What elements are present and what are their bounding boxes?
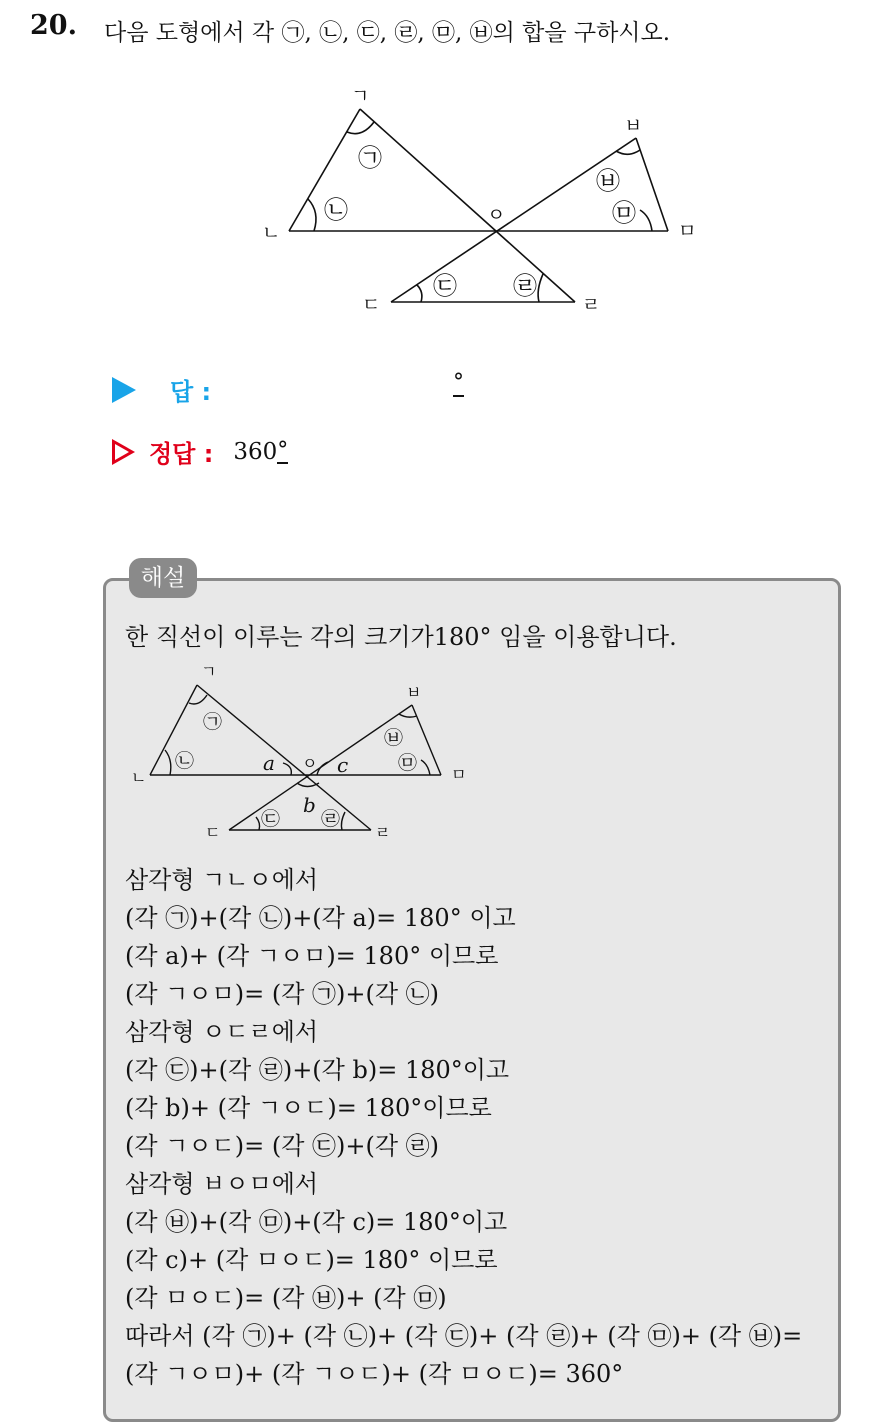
- sol-angle-b: b: [303, 793, 316, 817]
- sol-angle-2-label: ㉡: [175, 750, 195, 772]
- solution-line: 삼각형 ㄱㄴㅇ에서: [125, 866, 319, 894]
- angle-1-label: ㉠: [358, 144, 382, 172]
- answer-unit: °: [453, 370, 464, 395]
- angle-4-label: ㉣: [513, 272, 537, 300]
- solution-line: (각 ㄱㅇㅁ)+ (각 ㄱㅇㄷ)+ (각 ㅁㅇㄷ)= 360°: [125, 1360, 624, 1388]
- solution-line: (각 ㅁㅇㄷ)= (각 ㉥)+ (각 ㉤): [125, 1284, 447, 1312]
- correct-answer-row: [112, 434, 288, 469]
- sol-label-g: ㄱ: [201, 662, 217, 681]
- label-g: ㄱ: [351, 85, 370, 107]
- solution-line: (각 ㉥)+(각 ㉤)+(각 c)= 180°이고: [125, 1208, 508, 1236]
- solution-line: 삼각형 ㅇㄷㄹ에서: [125, 1018, 319, 1046]
- sol-label-n: ㄴ: [131, 768, 147, 787]
- sol-label-b: ㅂ: [406, 683, 422, 702]
- correct-answer-label: 정답 :: [149, 440, 214, 468]
- sol-label-r: ㄹ: [375, 823, 391, 842]
- solution-line: 삼각형 ㅂㅇㅁ에서: [125, 1170, 319, 1198]
- answer-row: [112, 372, 211, 407]
- solution-tab: 해설: [129, 558, 197, 598]
- sol-angle-c: c: [337, 753, 349, 777]
- sol-angle-6-label: ㉥: [384, 727, 404, 749]
- sol-angle-3-label: ㉢: [261, 808, 281, 830]
- solution-line: (각 ㄱㅇㄷ)= (각 ㉢)+(각 ㉣): [125, 1132, 440, 1160]
- solution-line: (각 a)+ (각 ㄱㅇㅁ)= 180° 이므로: [125, 942, 499, 970]
- label-r: ㄹ: [582, 294, 601, 316]
- question-number: 20.: [30, 10, 77, 41]
- label-d: ㄷ: [362, 294, 381, 316]
- solution-line: (각 ㉢)+(각 ㉣)+(각 b)= 180°이고: [125, 1056, 510, 1084]
- label-b: ㅂ: [624, 115, 643, 137]
- label-m: ㅁ: [678, 220, 697, 242]
- solution-line: (각 ㉠)+(각 ㉡)+(각 a)= 180° 이고: [125, 904, 516, 932]
- correct-answer-value: 360: [233, 438, 278, 465]
- sol-label-d: ㄷ: [205, 823, 221, 842]
- solution-line: (각 b)+ (각 ㄱㅇㄷ)= 180°이므로: [125, 1094, 492, 1122]
- label-n: ㄴ: [262, 222, 281, 244]
- sol-angle-5-label: ㉤: [398, 752, 418, 774]
- play-triangle-icon: [112, 377, 136, 403]
- label-o: ㅇ: [487, 204, 506, 226]
- answer-blank[interactable]: [453, 372, 464, 394]
- question-figure: [250, 78, 710, 323]
- sol-angle-a: a: [263, 751, 275, 775]
- angle-3-label: ㉢: [433, 272, 457, 300]
- solution-line: (각 c)+ (각 ㅁㅇㄷ)= 180° 이므로: [125, 1246, 498, 1274]
- angle-2-label: ㉡: [324, 196, 348, 224]
- angle-5-label: ㉤: [612, 199, 636, 227]
- sol-label-m: ㅁ: [451, 765, 467, 784]
- sol-angle-4-label: ㉣: [321, 808, 341, 830]
- sol-angle-1-label: ㉠: [203, 711, 223, 733]
- correct-answer-unit: °: [277, 437, 289, 463]
- answer-label: 답 :: [170, 378, 212, 406]
- solution-line: 따라서 (각 ㉠)+ (각 ㉡)+ (각 ㉢)+ (각 ㉣)+ (각 ㉤)+ (각 ㉥)=: [125, 1322, 803, 1350]
- outline-triangle-icon: [112, 439, 135, 465]
- angle-6-label: ㉥: [596, 167, 620, 195]
- question-text: 다음 도형에서 각 ㉠, ㉡, ㉢, ㉣, ㉤, ㉥의 합을 구하시오.: [104, 20, 671, 46]
- sol-label-o: ㅇ: [302, 754, 318, 773]
- solution-figure: [125, 662, 485, 842]
- solution-intro: 한 직선이 이루는 각의 크기가180° 임을 이용합니다.: [125, 623, 677, 651]
- solution-line: (각 ㄱㅇㅁ)= (각 ㉠)+(각 ㉡): [125, 980, 440, 1008]
